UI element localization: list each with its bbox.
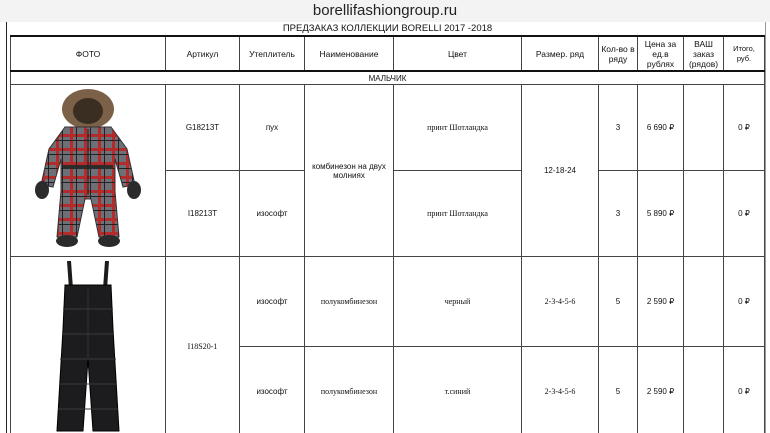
price-cell[interactable]: 2 590 ₽ <box>638 257 684 347</box>
section-row <box>11 71 765 85</box>
name-cell[interactable]: полукомбинезон <box>305 257 394 347</box>
insulation-cell[interactable]: изософт <box>240 347 305 433</box>
order-input-cell[interactable] <box>684 85 724 171</box>
table-row <box>11 85 765 171</box>
qty-cell[interactable]: 5 <box>599 347 638 433</box>
insulation-cell[interactable]: пух <box>240 85 305 171</box>
article-cell[interactable]: I18S20-1 <box>166 257 240 433</box>
snowsuit-plaid-photo <box>23 87 153 255</box>
product-photo-cell[interactable] <box>11 257 166 433</box>
qty-cell[interactable]: 3 <box>599 85 638 171</box>
black-bib-pants-photo <box>33 259 143 433</box>
order-input-cell[interactable] <box>684 171 724 257</box>
qty-cell[interactable]: 5 <box>599 257 638 347</box>
price-cell[interactable]: 5 890 ₽ <box>638 171 684 257</box>
price-cell[interactable]: 6 690 ₽ <box>638 85 684 171</box>
color-cell[interactable]: т.синий <box>394 347 522 433</box>
color-cell[interactable]: черный <box>394 257 522 347</box>
price-cell[interactable]: 2 590 ₽ <box>638 347 684 433</box>
sizes-cell[interactable]: 2-3-4-5-6 <box>522 347 599 433</box>
sheet-title: ПРЕДЗАКАЗ КОЛЛЕКЦИИ BORELLI 2017 -2018 <box>282 23 493 34</box>
total-cell[interactable]: 0 ₽ <box>724 85 765 171</box>
insulation-cell[interactable]: изософт <box>240 257 305 347</box>
article-cell[interactable]: G18213T <box>166 85 240 171</box>
qty-cell[interactable]: 3 <box>599 171 638 257</box>
col-header-photo[interactable]: ФОТО <box>11 36 166 71</box>
browser-url[interactable]: borellifashiongroup.ru <box>312 2 458 19</box>
spreadsheet-view <box>0 22 770 433</box>
name-cell[interactable]: полукомбинезон <box>305 347 394 433</box>
table-row <box>11 257 765 347</box>
col-header-insulation[interactable]: Утеплитель <box>240 36 305 71</box>
order-table <box>10 35 765 433</box>
col-header-sizes[interactable]: Размер. ряд <box>522 36 599 71</box>
total-cell[interactable]: 0 ₽ <box>724 257 765 347</box>
col-header-price[interactable]: Цена за ед.в рублях <box>638 36 684 71</box>
order-input-cell[interactable] <box>684 347 724 433</box>
name-cell[interactable]: комбинезон на двух молниях <box>305 85 394 257</box>
sizes-cell[interactable]: 12-18-24 <box>522 85 599 257</box>
col-header-name[interactable]: Наименование <box>305 36 394 71</box>
sizes-cell[interactable]: 2-3-4-5-6 <box>522 257 599 347</box>
col-header-total[interactable]: Итого, руб. <box>724 36 765 71</box>
order-input-cell[interactable] <box>684 257 724 347</box>
col-header-qty[interactable]: Кол-во в ряду <box>599 36 638 71</box>
col-header-color[interactable]: Цвет <box>394 36 522 71</box>
color-cell[interactable]: принт Шотландка <box>394 171 522 257</box>
col-header-your-order[interactable]: ВАШ заказ (рядов) <box>684 36 724 71</box>
product-photo-cell[interactable] <box>11 85 166 257</box>
section-label[interactable]: МАЛЬЧИК <box>11 71 765 85</box>
header-row <box>11 36 765 71</box>
browser-address-bar[interactable] <box>0 0 770 23</box>
total-cell[interactable]: 0 ₽ <box>724 171 765 257</box>
total-cell[interactable]: 0 ₽ <box>724 347 765 433</box>
article-cell[interactable]: I18213T <box>166 171 240 257</box>
col-header-article[interactable]: Артикул <box>166 36 240 71</box>
color-cell[interactable]: принт Шотландка <box>394 85 522 171</box>
insulation-cell[interactable]: изософт <box>240 171 305 257</box>
